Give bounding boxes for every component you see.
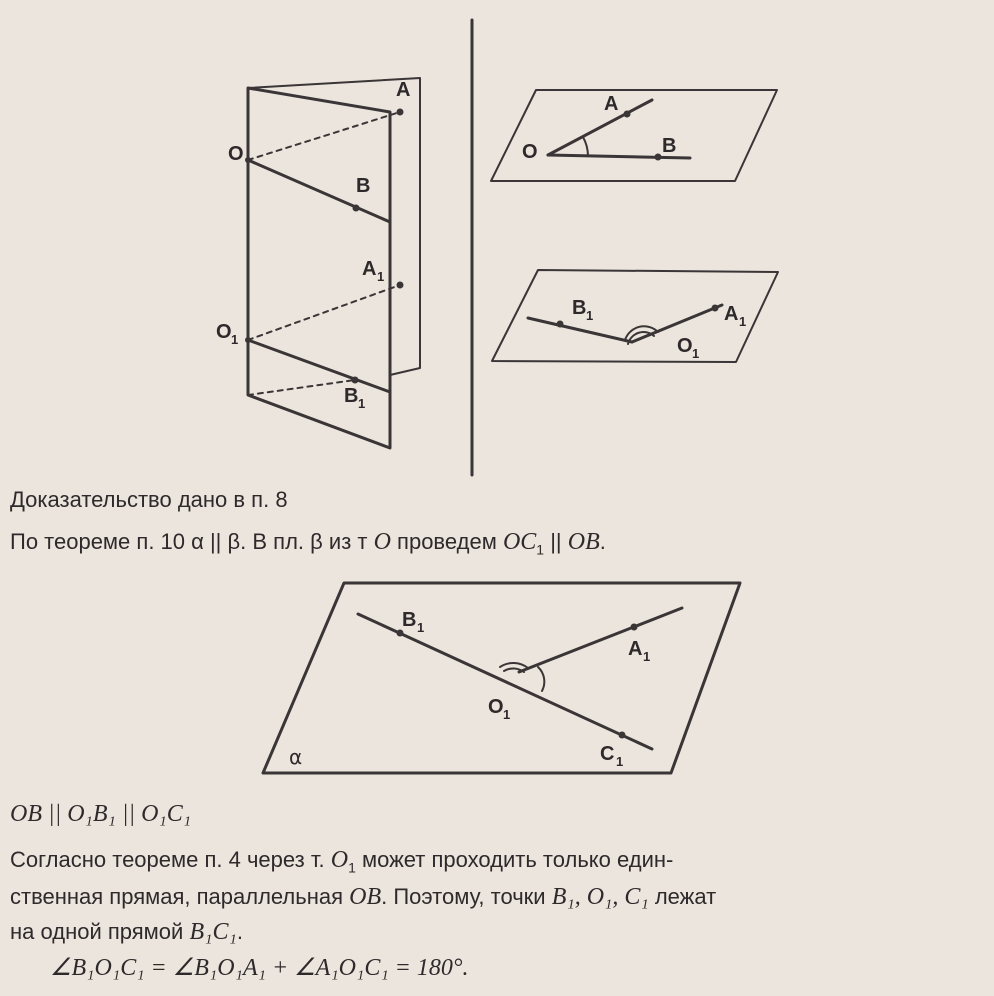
text-line-4 [10, 846, 986, 881]
fig1-label-B1-sub: 1 [358, 396, 366, 411]
fig1-label-A1: A [362, 258, 377, 280]
text-line-5-a: ственная прямая, параллельная [10, 884, 350, 909]
text-line-5-pts: B₁, O₁, C₁ [551, 884, 649, 910]
figure-1-dihedral [216, 78, 420, 448]
fig3-label-alpha: α [289, 745, 303, 769]
fig1-label-B1: B [344, 385, 359, 407]
text-line-2-OB: OB [567, 529, 600, 555]
fig3-label-A1-sub: 1 [643, 649, 651, 664]
text-line-4-sub: 1 [348, 859, 356, 876]
fig2-bottom-label-O1-sub: 1 [692, 346, 700, 361]
fig3-label-O1: O [488, 696, 504, 718]
fig3-label-C1-sub: 1 [616, 754, 624, 769]
fig3-label-A1: A [628, 638, 643, 660]
text-line-2-a: По теореме п. 10 α || β. В пл. β из т [10, 529, 374, 554]
fig1-label-A: A [396, 79, 411, 101]
fig2-bottom-label-O1: O [677, 335, 693, 357]
fig2-bottom-label-B1-sub: 1 [586, 308, 594, 323]
text-line-2-O: O [373, 529, 391, 555]
fig2-top-label-B: B [662, 135, 677, 157]
fig1-label-O1-sub: 1 [231, 332, 239, 347]
text-line-2-par: || [544, 529, 568, 554]
text-line-5 [10, 883, 986, 911]
text-line-1: Доказательство дано в п. 8 [10, 487, 288, 512]
fig2-bottom-label-B1: B [572, 297, 587, 319]
fig1-label-B: B [356, 175, 371, 197]
figure-2-bottom-plane [492, 270, 778, 362]
fig3-label-C1: C [600, 743, 615, 765]
text-line-3: OB || O₁B₁ || O₁C₁ [10, 801, 192, 827]
text-line-4-b: может проходить только един- [355, 847, 674, 872]
text-line-2-end: . [599, 529, 606, 554]
text-line-6 [10, 918, 986, 946]
text-line-5-c: лежат [648, 884, 717, 909]
text-line-4-a: Согласно теореме п. 4 через т. [10, 847, 331, 872]
fig1-label-O1: O [216, 321, 232, 343]
fig3-label-B1: B [402, 609, 417, 631]
fig2-bottom-label-A1-sub: 1 [739, 314, 747, 329]
fig3-label-B1-sub: 1 [417, 620, 425, 635]
figure-3-plane-alpha [263, 583, 740, 773]
text-line-7: ∠B₁O₁C₁ = ∠B₁O₁A₁ + ∠A₁O₁C₁ = 180°. [50, 955, 469, 981]
text-line-2-sub: 1 [536, 541, 545, 558]
text-line-2-b: проведем [390, 529, 503, 554]
text-line-5-OB: OB [349, 884, 382, 910]
text-line-4-O: O [330, 847, 349, 873]
fig3-label-O1-sub: 1 [503, 707, 511, 722]
figure-2-top-plane [491, 90, 777, 181]
fig2-top-label-O: O [522, 141, 538, 163]
text-line-2-OC: OC [502, 529, 537, 555]
fig2-bottom-label-A1: A [724, 303, 739, 325]
fig1-label-A1-sub: 1 [377, 269, 385, 284]
text-line-6-end: . [236, 919, 243, 944]
text-line-5-b: . Поэтому, точки [381, 884, 552, 909]
text-line-2 [10, 528, 986, 563]
fig1-label-O: O [228, 143, 244, 165]
fig2-top-label-A: A [604, 93, 619, 115]
text-line-6-a: на одной прямой [10, 919, 190, 944]
text-line-6-B1C1: B₁C₁ [189, 919, 237, 945]
